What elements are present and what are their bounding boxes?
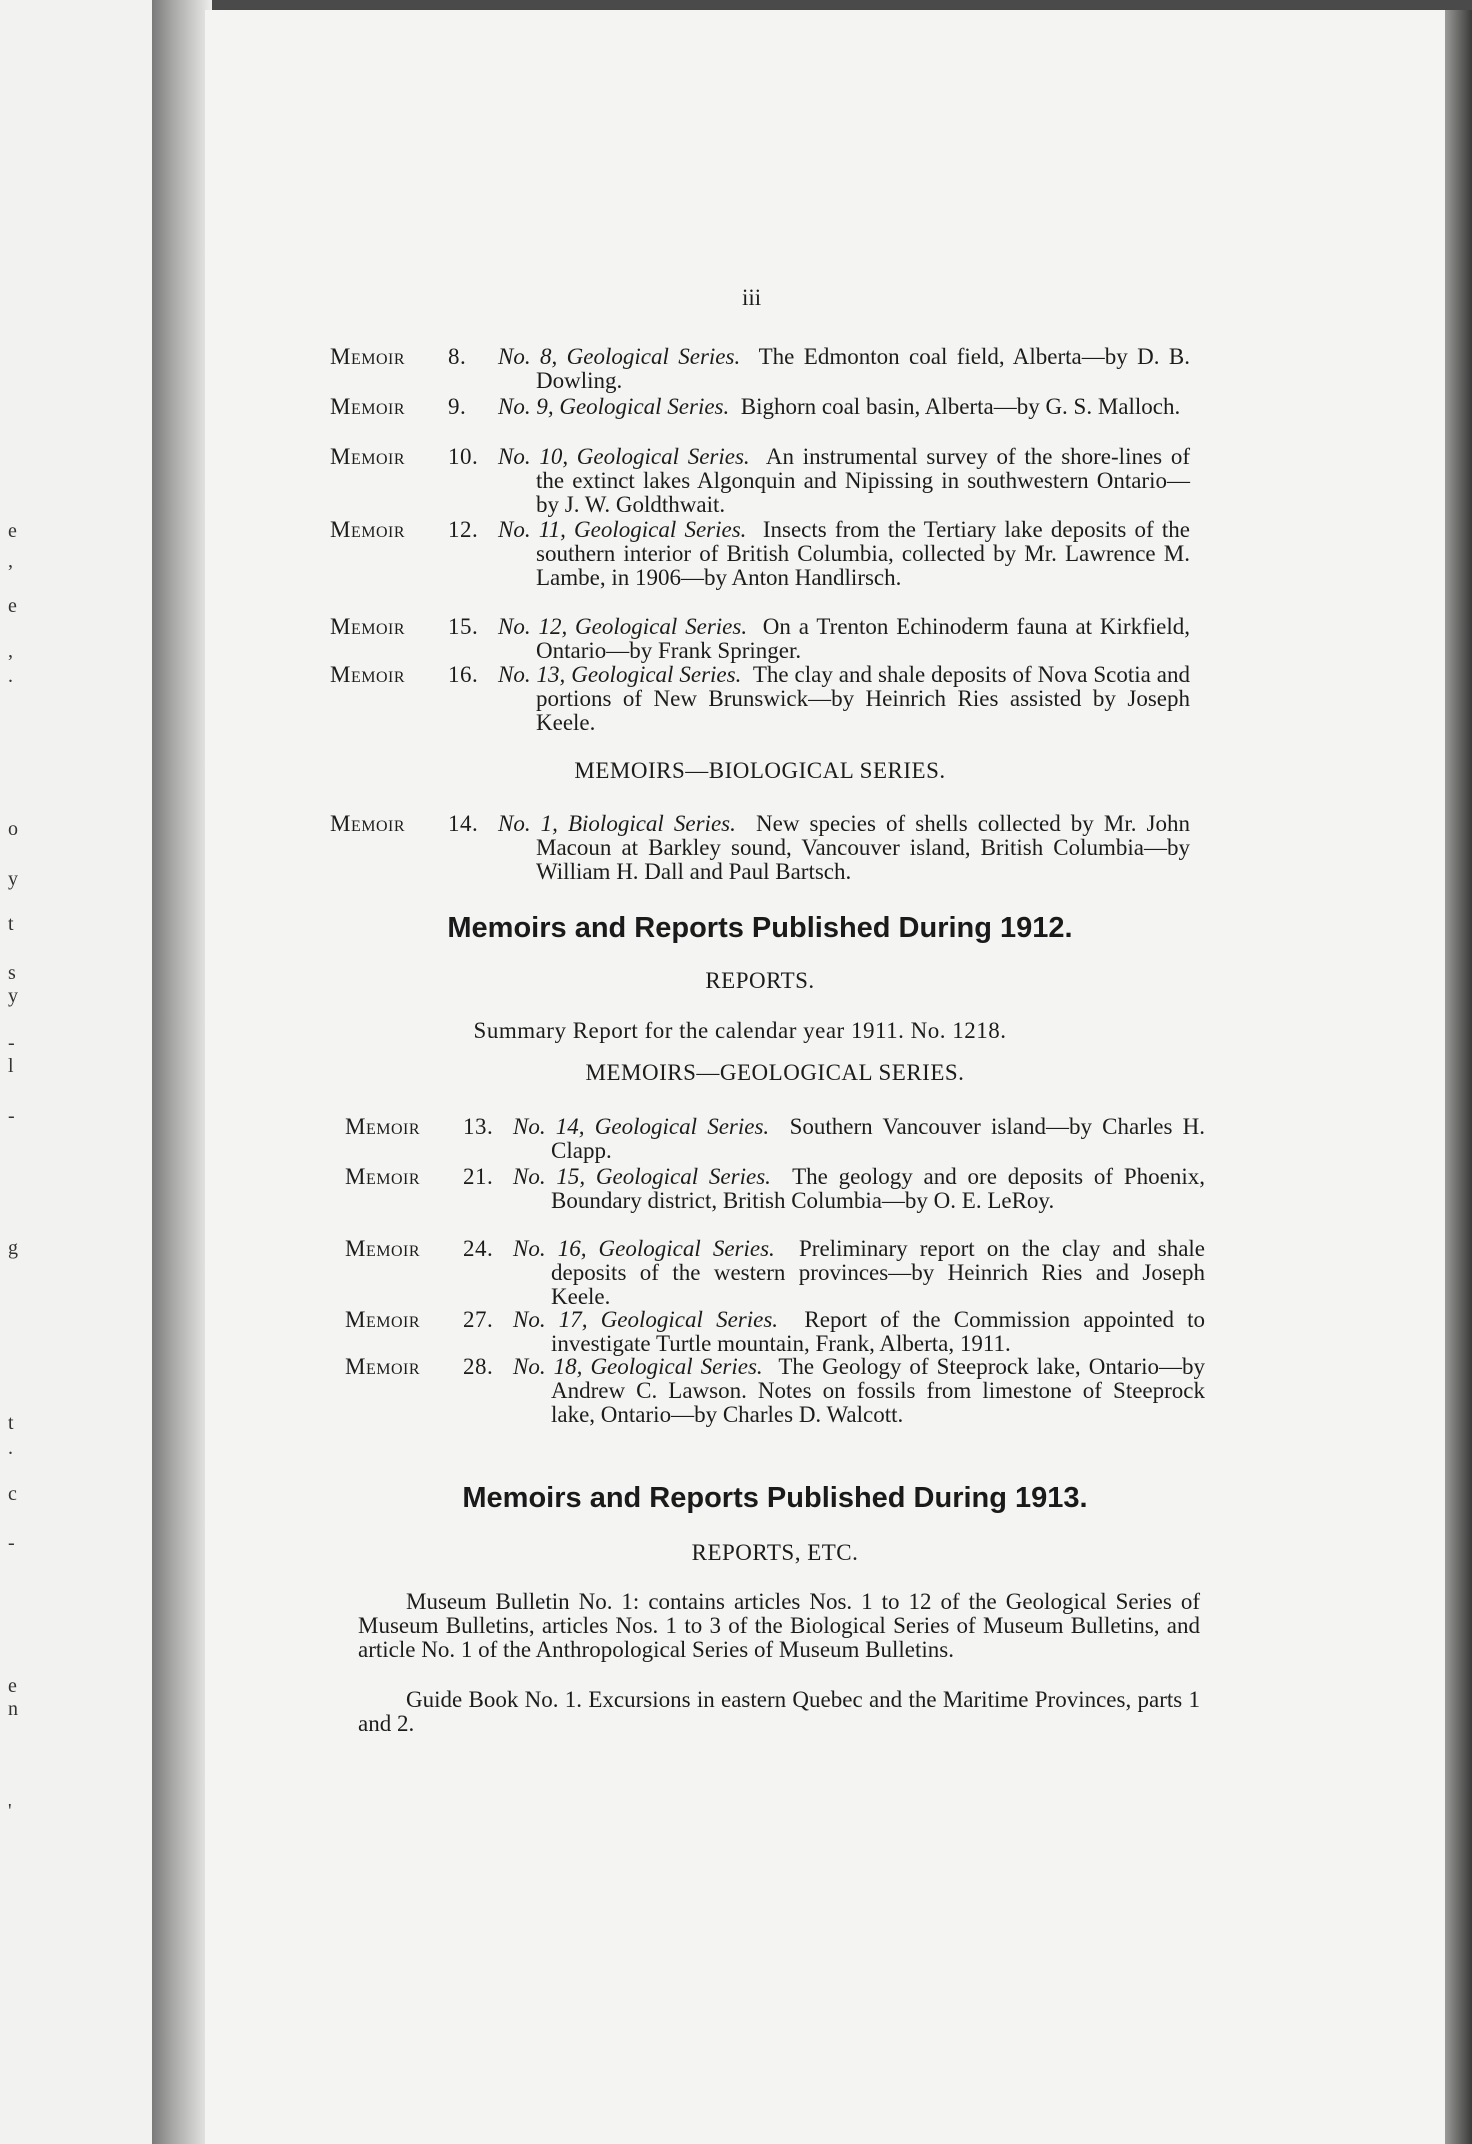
memoir-entry [345, 1237, 1205, 1309]
series-label: No. 14, Geological Series. [513, 1114, 770, 1139]
entry-text: Report of the Commission appointed to investigate Turtle mountain, Frank, Alberta, 1911. [551, 1307, 1206, 1356]
edge-char: , [8, 640, 13, 662]
memoir-entry [345, 1355, 1205, 1427]
edge-char: ' [8, 1800, 12, 1822]
entry-text: The Edmonton coal field, Alberta—by D. B. Dowling. [536, 344, 1190, 393]
section-heading-biological: MEMOIRS—BIOLOGICAL SERIES. [574, 758, 946, 783]
edge-char: e [8, 1675, 17, 1697]
entry-text: Southern Vancouver island—by Charles H. Clapp. [551, 1114, 1205, 1163]
memoir-label: Memoir [330, 614, 406, 639]
series-label: No. 10, Geological Series. [498, 444, 750, 469]
memoir-label: Memoir [330, 394, 406, 419]
memoir-entry [345, 1115, 1205, 1163]
museum-bulletin-text: Museum Bulletin No. 1: contains articles Nos. 1 to 12 of the Geological Series of Museum Bulletins, articles Nos. 1 to 3 of the Biological Series of Museum Bulletins, and article No. 1 of the Anthropological Series of Museum Bulletins. [358, 1589, 1200, 1662]
guide-book-paragraph [358, 1688, 1200, 1736]
series-label: No. 17, Geological Series. [513, 1307, 779, 1332]
series-label: No. 18, Geological Series. [513, 1354, 763, 1379]
memoir-entry [330, 395, 1190, 419]
memoir-number: 27. [463, 1307, 494, 1332]
entry-text: The geology and ore deposits of Phoenix, Boundary district, British Columbia—by O. E. LeRoy. [551, 1164, 1206, 1213]
edge-char: , [8, 550, 13, 572]
memoir-entry [345, 1165, 1205, 1213]
memoir-entry [330, 345, 1190, 393]
edge-char: - [8, 1532, 15, 1554]
entry-text: On a Trenton Echinoderm fauna at Kirkfield, Ontario—by Frank Springer. [536, 614, 1190, 663]
edge-char: l [8, 1055, 14, 1077]
edge-char: t [8, 1412, 14, 1434]
edge-char: e [8, 595, 17, 617]
memoir-number: 13. [463, 1114, 494, 1139]
memoir-entry [330, 445, 1190, 517]
memoir-label: Memoir [345, 1114, 421, 1139]
heading-1912: Memoirs and Reports Published During 1912. [447, 912, 1073, 944]
memoir-entry [330, 615, 1190, 663]
entry-text: The Geology of Steeprock lake, Ontario—by Andrew C. Lawson. Notes on fossils from limestone of Steeprock lake, Ontario—by Charles D. Walcott. [551, 1354, 1205, 1427]
edge-char: c [8, 1483, 17, 1505]
series-label: No. 12, Geological Series. [498, 614, 748, 639]
series-label: No. 1, Biological Series. [498, 811, 736, 836]
series-label: No. 9, Geological Series. [498, 394, 730, 419]
entry-text: New species of shells collected by Mr. John Macoun at Barkley sound, Vancouver island, British Columbia—by William H. Dall and Paul Bartsch. [536, 811, 1190, 884]
memoir-label: Memoir [345, 1307, 421, 1332]
memoir-number: 8. [448, 344, 467, 369]
memoir-label: Memoir [330, 811, 406, 836]
memoir-number: 9. [448, 394, 467, 419]
memoir-entry [330, 663, 1190, 735]
edge-char: - [8, 1105, 15, 1127]
museum-bulletin-paragraph [358, 1590, 1200, 1662]
edge-char: . [8, 665, 13, 687]
edge-char: g [8, 1237, 18, 1259]
entry-text: Bighorn coal basin, Alberta—by G. S. Malloch. [740, 394, 1181, 419]
memoir-entry [345, 1308, 1205, 1356]
memoir-number: 28. [463, 1354, 494, 1379]
edge-char: . [8, 1437, 13, 1459]
edge-char: s [8, 962, 16, 984]
edge-char: y [8, 985, 18, 1007]
edge-char: n [8, 1698, 18, 1720]
memoir-number: 12. [448, 517, 479, 542]
book-spine [152, 0, 212, 2144]
memoir-entry [330, 812, 1190, 884]
entry-text: Insects from the Tertiary lake deposits of the southern interior of British Columbia, collected by Mr. Lawrence M. Lambe, in 1906—by Anton Handlirsch. [536, 517, 1190, 590]
summary-report: Summary Report for the calendar year 1911. No. 1218. [473, 1018, 1007, 1043]
heading-1913: Memoirs and Reports Published During 1913. [462, 1482, 1088, 1514]
memoir-entry [330, 518, 1190, 590]
section-heading-reports-etc: REPORTS, ETC. [691, 1540, 859, 1565]
series-label: No. 13, Geological Series. [498, 662, 742, 687]
page-number: iii [742, 285, 762, 310]
right-page-edge [1445, 10, 1472, 2144]
memoir-label: Memoir [345, 1354, 421, 1379]
memoir-label: Memoir [330, 517, 406, 542]
series-label: No. 15, Geological Series. [513, 1164, 771, 1189]
left-page-edge [0, 0, 154, 2144]
memoir-label: Memoir [330, 662, 406, 687]
series-label: No. 8, Geological Series. [498, 344, 741, 369]
series-label: No. 11, Geological Series. [498, 517, 747, 542]
entry-text: Preliminary report on the clay and shale deposits of the western provinces—by Heinrich Ries and Joseph Keele. [551, 1236, 1205, 1309]
entry-text: An instrumental survey of the shore-lines of the extinct lakes Algonquin and Nipissing in southwestern Ontario—by J. W. Goldthwait. [536, 444, 1191, 517]
memoir-label: Memoir [330, 344, 406, 369]
memoir-number: 15. [448, 614, 479, 639]
guide-book-text: Guide Book No. 1. Excursions in eastern Quebec and the Maritime Provinces, parts 1 and 2. [358, 1687, 1200, 1736]
memoir-number: 14. [448, 811, 479, 836]
edge-char: e [8, 520, 17, 542]
memoir-label: Memoir [345, 1164, 421, 1189]
section-heading-geological: MEMOIRS—GEOLOGICAL SERIES. [585, 1060, 965, 1085]
memoir-label: Memoir [345, 1236, 421, 1261]
series-label: No. 16, Geological Series. [513, 1236, 775, 1261]
edge-char: - [8, 1032, 15, 1054]
memoir-label: Memoir [330, 444, 406, 469]
memoir-number: 24. [463, 1236, 494, 1261]
edge-char: o [8, 818, 18, 840]
section-heading-reports: REPORTS. [705, 968, 815, 993]
memoir-number: 10. [448, 444, 479, 469]
edge-char: y [8, 868, 18, 890]
entry-text: The clay and shale deposits of Nova Scotia and portions of New Brunswick—by Heinrich Ries assisted by Joseph Keele. [536, 662, 1190, 735]
memoir-number: 16. [448, 662, 479, 687]
memoir-number: 21. [463, 1164, 494, 1189]
edge-char: t [8, 913, 14, 935]
